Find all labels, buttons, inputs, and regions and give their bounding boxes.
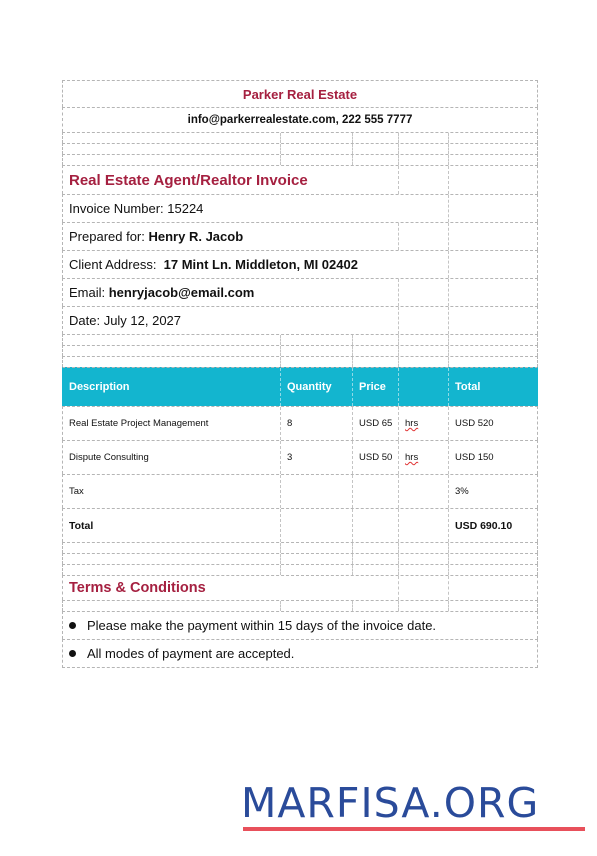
empty-cell [353, 155, 399, 165]
row-unit [399, 509, 449, 542]
invoice-number-value: 15224 [167, 201, 204, 216]
row-unit [399, 441, 449, 474]
prepared-for-row [62, 222, 538, 250]
invoice-date [63, 307, 399, 334]
invoice-title-row [62, 165, 538, 194]
watermark-underline [243, 827, 585, 831]
col-header-description: Description [63, 368, 281, 406]
empty-cell [353, 346, 399, 356]
col-header-price: Price [353, 368, 399, 406]
email-row [62, 278, 538, 306]
empty-cell [399, 155, 449, 165]
row-unit-text: hrs [405, 418, 419, 429]
col-header-unit [399, 368, 449, 406]
empty-cell [353, 335, 399, 345]
empty-cell [449, 144, 537, 154]
empty-cell [353, 565, 399, 575]
empty-cell [399, 223, 449, 250]
empty-cell [449, 554, 537, 564]
row-description: Tax [63, 475, 281, 508]
terms-item [63, 640, 537, 667]
empty-cell [353, 554, 399, 564]
table-row [62, 440, 538, 474]
empty-cell [449, 357, 537, 367]
empty-cell [281, 144, 353, 154]
empty-cell [399, 601, 449, 611]
empty-cell [449, 543, 537, 553]
invoice-title: Real Estate Agent/Realtor Invoice [63, 166, 399, 194]
prepared-for-value: Henry R. Jacob [148, 229, 244, 244]
terms-item-row [62, 611, 538, 639]
empty-cell [399, 357, 449, 367]
empty-cell [281, 357, 353, 367]
empty-cell [399, 554, 449, 564]
client-email [63, 279, 399, 306]
empty-cell [281, 335, 353, 345]
row-price: USD 65 [353, 407, 399, 440]
empty-cell [449, 335, 537, 345]
empty-cell [281, 155, 353, 165]
client-email-label: Email: [69, 285, 109, 300]
terms-title-row [62, 575, 538, 600]
empty-cell [399, 307, 449, 334]
empty-cell [399, 543, 449, 553]
spacer-row [62, 154, 538, 165]
col-header-quantity: Quantity [281, 368, 353, 406]
spacer-row [62, 345, 538, 356]
row-unit [399, 475, 449, 508]
empty-cell [449, 133, 537, 143]
row-total: USD 520 [455, 418, 494, 429]
empty-cell [63, 346, 281, 356]
spacer-row [62, 553, 538, 564]
empty-cell [353, 144, 399, 154]
terms-title: Terms & Conditions [63, 576, 399, 600]
row-quantity [281, 509, 353, 542]
watermark-logo [241, 780, 585, 834]
empty-cell [449, 307, 537, 334]
empty-cell [449, 166, 537, 194]
invoice-number-row [62, 194, 538, 222]
empty-cell [449, 601, 537, 611]
table-row [62, 406, 538, 440]
empty-cell [449, 576, 537, 600]
empty-cell [353, 357, 399, 367]
terms-item-row [62, 639, 538, 668]
company-row [62, 80, 538, 107]
empty-cell [399, 133, 449, 143]
empty-cell [63, 543, 281, 553]
empty-cell [63, 335, 281, 345]
row-total: 3% [455, 486, 469, 497]
terms-item-text: All modes of payment are accepted. [87, 646, 295, 661]
spacer-row [62, 334, 538, 345]
spacer-row [62, 564, 538, 575]
invoice-date-value: July 12, 2027 [103, 313, 182, 328]
prepared-for [63, 223, 399, 250]
empty-cell [353, 601, 399, 611]
empty-cell [449, 195, 537, 222]
client-address [63, 251, 449, 278]
col-header-total: Total [455, 381, 481, 393]
empty-cell [63, 565, 281, 575]
row-quantity [281, 475, 353, 508]
company-name: Parker Real Estate [242, 86, 358, 102]
row-description: Total [63, 509, 281, 542]
empty-cell [281, 601, 353, 611]
client-address-value: 17 Mint Ln. Middleton, MI 02402 [163, 257, 358, 272]
empty-cell [281, 554, 353, 564]
client-email-value: henryjacob@email.com [108, 285, 255, 300]
empty-cell [399, 576, 449, 600]
row-description: Real Estate Project Management [63, 407, 281, 440]
empty-cell [281, 133, 353, 143]
spacer-row [62, 600, 538, 611]
spacer-row [62, 132, 538, 143]
empty-cell [281, 565, 353, 575]
empty-cell [353, 133, 399, 143]
row-description: Dispute Consulting [63, 441, 281, 474]
table-header-row [62, 367, 538, 406]
client-address-row [62, 250, 538, 278]
invoice-sheet [62, 80, 538, 668]
empty-cell [449, 279, 537, 306]
empty-cell [399, 346, 449, 356]
row-price [353, 509, 399, 542]
invoice-number [63, 195, 449, 222]
contact-row [62, 107, 538, 132]
empty-cell [449, 155, 537, 165]
empty-cell [281, 543, 353, 553]
terms-item [63, 612, 537, 639]
empty-cell [63, 133, 281, 143]
empty-cell [63, 601, 281, 611]
invoice-number-label: Invoice Number: [69, 201, 168, 216]
empty-cell [281, 346, 353, 356]
empty-cell [449, 251, 537, 278]
spacer-row [62, 542, 538, 553]
empty-cell [449, 346, 537, 356]
row-quantity: 8 [281, 407, 353, 440]
row-price [353, 475, 399, 508]
row-total: USD 150 [455, 452, 494, 463]
empty-cell [63, 144, 281, 154]
date-row [62, 306, 538, 334]
table-row-total [62, 508, 538, 542]
empty-cell [63, 357, 281, 367]
empty-cell [399, 335, 449, 345]
empty-cell [63, 554, 281, 564]
spacer-row [62, 143, 538, 154]
terms-item-text: Please make the payment within 15 days of the invoice date. [87, 618, 437, 633]
spacer-row [62, 356, 538, 367]
row-total: USD 690.10 [455, 519, 513, 532]
watermark-text: MARFISA.ORG [241, 779, 540, 827]
empty-cell [399, 565, 449, 575]
company-contact: info@parkerrealestate.com, 222 555 7777 [187, 114, 413, 126]
empty-cell [449, 223, 537, 250]
table-row [62, 474, 538, 508]
empty-cell [399, 144, 449, 154]
invoice-date-label: Date: [69, 313, 104, 328]
row-unit-text: hrs [405, 452, 419, 463]
bullet-icon [69, 650, 76, 657]
prepared-for-label: Prepared for: [69, 229, 149, 244]
empty-cell [449, 565, 537, 575]
client-address-label: Client Address: [69, 257, 164, 272]
empty-cell [353, 543, 399, 553]
row-price: USD 50 [353, 441, 399, 474]
row-quantity: 3 [281, 441, 353, 474]
empty-cell [63, 155, 281, 165]
row-unit [399, 407, 449, 440]
bullet-icon [69, 622, 76, 629]
empty-cell [399, 166, 449, 194]
empty-cell [399, 279, 449, 306]
